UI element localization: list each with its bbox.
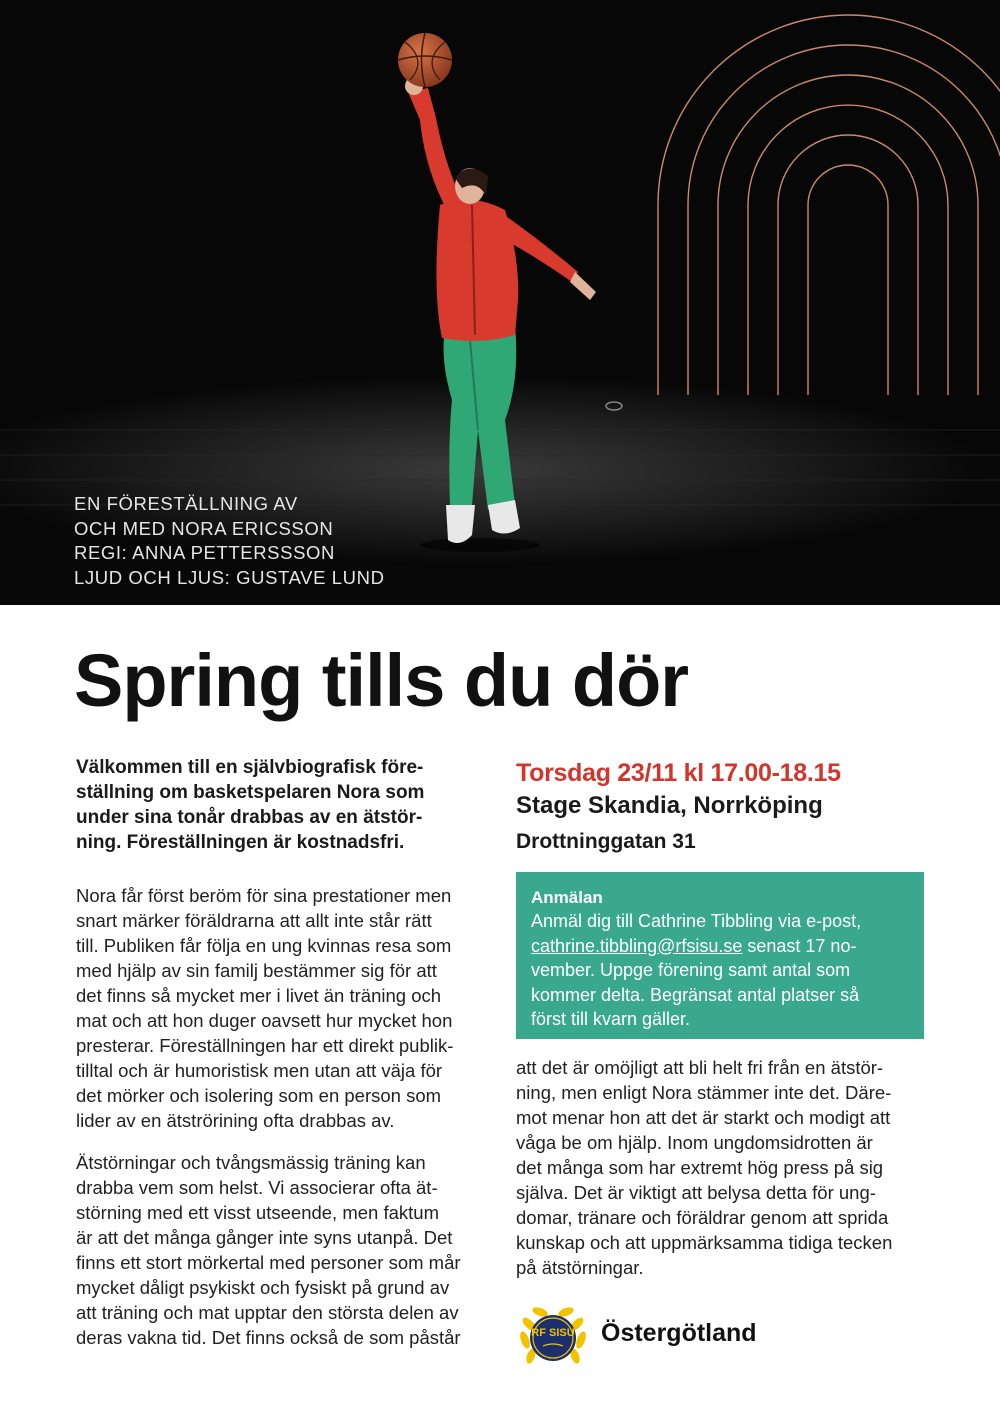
body-line: det mörker och isolering som en person som xyxy=(76,1085,442,1106)
signup-heading: Anmälan xyxy=(531,888,603,907)
body-line: Nora får först beröm för sina prestationer men xyxy=(76,885,452,906)
event-date-time: Torsdag 23/11 kl 17.00-18.15 xyxy=(516,759,841,787)
body-line: ning, men enligt Nora stämmer inte det. Däre- xyxy=(516,1082,892,1103)
signup-line: kommer delta. Begränsat antal platser så xyxy=(531,984,860,1005)
signup-line xyxy=(531,934,924,959)
signup-line: vember. Uppge förening samt antal som xyxy=(531,960,851,980)
player-shoe-right xyxy=(488,500,520,534)
body-line: till. Publiken får följa en ung kvinnas resa som xyxy=(76,935,452,956)
body-line: finns ett stort mörkertal med personer som mår xyxy=(76,1252,461,1273)
body-line: tilltal och är humoristisk men utan att väja för xyxy=(76,1060,443,1081)
body-line: mat och att hon duger oavsett hur mycket hon xyxy=(76,1010,453,1031)
body-line: mycket dåligt psykiskt och fysiskt på grund av xyxy=(76,1277,450,1298)
logo-region-name: Östergötland xyxy=(601,1319,757,1347)
credits-block xyxy=(74,492,385,590)
signup-line: Anmäl dig till Cathrine Tibbling via e-post, xyxy=(531,911,862,931)
signup-line-rest: senast 17 no- xyxy=(742,935,857,956)
body-line: lider av en ätströrining ofta drabbas av. xyxy=(76,1110,395,1131)
signup-line: först till kvarn gäller. xyxy=(531,1009,691,1029)
body-line: drabba vem som helst. Vi associerar ofta ät- xyxy=(76,1177,438,1198)
event-street-address: Drottninggatan 31 xyxy=(516,830,696,853)
page-title: Spring tills du dör xyxy=(74,639,689,722)
signup-text xyxy=(531,909,924,1032)
body-line: domar, tränare och föräldrar genom att sprida xyxy=(516,1207,889,1228)
body-line: själva. Det är viktigt att belysa detta för ung- xyxy=(516,1182,876,1203)
body-line: det finns så mycket mer i livet än träning och xyxy=(76,985,442,1006)
body-line: med hjälp av sin familj bestämmer sig för att xyxy=(76,960,437,981)
body-line: på ätstörningar. xyxy=(516,1257,644,1278)
lead-line: under sina tonår drabbas av en ätstör- xyxy=(76,807,423,828)
rf-sisu-logo-icon xyxy=(513,1296,593,1376)
body-line: att träning och mat upptar den största delen av xyxy=(76,1302,459,1323)
lead-paragraph xyxy=(76,755,476,855)
body-line: Ätstörningar och tvångsmässig träning kan xyxy=(76,1152,426,1173)
event-venue: Stage Skandia, Norrköping xyxy=(516,792,823,819)
body-line: presterar. Föreställningen har ett direkt publik- xyxy=(76,1035,454,1056)
body-line: är att det många gånger inte syns utanpå. Det xyxy=(76,1227,453,1248)
body-paragraph-2 xyxy=(76,1150,496,1350)
credit-line: LJUD OCH LJUS: GUSTAVE LUND xyxy=(74,566,385,588)
body-line: störning med ett visst utseende, men faktum xyxy=(76,1202,439,1223)
body-line: våga be om hjälp. Inom ungdomsidrotten är xyxy=(516,1132,873,1153)
body-paragraph-1 xyxy=(76,883,496,1133)
body-paragraph-3 xyxy=(516,1055,936,1280)
lead-line: ning. Föreställningen är kostnadsfri. xyxy=(76,832,405,853)
lead-line: ställning om basketspelaren Nora som xyxy=(76,782,425,803)
body-line: deras vakna tid. Det finns också de som påstår xyxy=(76,1327,461,1348)
logo-emblem-text: RF SISU xyxy=(531,1327,575,1339)
body-line: det många som har extremt hög press på sig xyxy=(516,1157,884,1178)
credit-line: REGI: ANNA PETTERSSSON xyxy=(74,542,335,563)
body-line: snart märker föräldrarna att allt inte står rätt xyxy=(76,910,432,931)
body-line: att det är omöjligt att bli helt fri från en ätstör- xyxy=(516,1057,884,1078)
lead-line: Välkommen till en självbiografisk före- xyxy=(76,757,424,778)
body-line: mot menar hon att det är starkt och modigt att xyxy=(516,1107,891,1128)
basketball-icon xyxy=(398,33,452,87)
signup-email-link[interactable]: cathrine.tibbling@rfsisu.se xyxy=(531,935,743,956)
hero-photo xyxy=(0,0,1000,605)
credit-line: EN FÖRESTÄLLNING AV xyxy=(74,493,298,514)
credit-line: OCH MED NORA ERICSSON xyxy=(74,517,334,539)
body-line: kunskap och att uppmärksamma tidiga tecken xyxy=(516,1232,893,1253)
signup-box xyxy=(516,872,924,1039)
